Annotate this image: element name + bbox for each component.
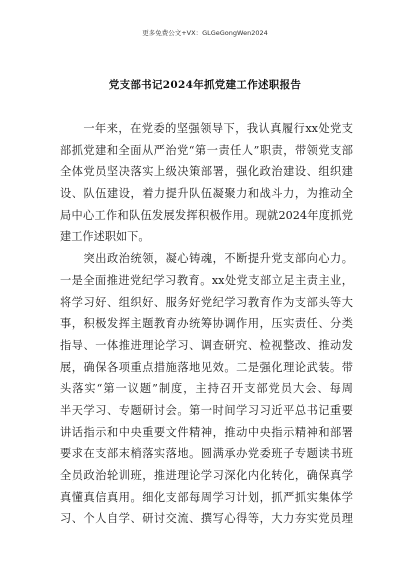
body-line: 事，积极发挥主题教育办统筹协调作用，压实责任、分类 [60, 317, 353, 331]
body-line: 要求在支部末梢落实落地。圆满承办党委班子专题读书班 [60, 447, 353, 461]
body-line: 建工作述职如下。 [60, 230, 150, 244]
body-line: 局中心工作和队伍发展发挥积极作用。现就2024年度抓党 [60, 208, 353, 222]
body-line: 突出政治统领，凝心铸魂，不断提升党支部向心力。 [60, 252, 353, 266]
body-line: 真懂真信真用。细化支部每周学习计划，抓严抓实集体学 [60, 490, 353, 504]
body-line: 一是全面推进党纪学习教育。xx处党支部立足主责主业， [60, 273, 353, 287]
body-line: 全体党员坚决落实上级决策部署，强化政治建设、组织建 [60, 165, 353, 179]
paragraph-2 [60, 248, 353, 530]
document-title: 党支部书记2024年抓党建工作述职报告 [108, 79, 302, 91]
body-line: 设、队伍建设，着力提升队伍凝聚力和战斗力，为推动全 [60, 187, 353, 201]
page-header-text: 更多免费公文+VX：GLGeGongWen2024 [142, 29, 268, 37]
body-line: 讲话指示和中央重要文件精神，推动中央指示精神和部署 [60, 425, 353, 439]
body-line: 一年来，在党委的坚强领导下，我认真履行xx处党支 [60, 122, 353, 135]
body-line: 头落实“第一议题”制度，主持召开支部党员大会、每周 [60, 382, 353, 396]
body-line: 全员政治轮训班，推进理论学习深化内化转化，确保真学 [60, 469, 353, 482]
body-line: 将学习好、组织好、服务好党纪学习教育作为支部头等大 [60, 295, 353, 309]
paragraph-1 [60, 118, 353, 248]
body-line: 展，确保各项重点措施落地见效。二是强化理论武装。带 [60, 360, 353, 374]
body-line: 指导、一体推进理论学习、调查研究、检视整改、推动发 [60, 338, 353, 352]
document-body [60, 118, 353, 530]
body-line: 半天学习、专题研讨会。第一时间学习习近平总书记重要 [60, 403, 353, 417]
body-line: 部抓党建和全面从严治党“第一责任人”职责，带领党支部 [60, 143, 353, 157]
body-line: 习、个人自学、研讨交流、撰写心得等，大力夯实党员理 [60, 512, 353, 526]
